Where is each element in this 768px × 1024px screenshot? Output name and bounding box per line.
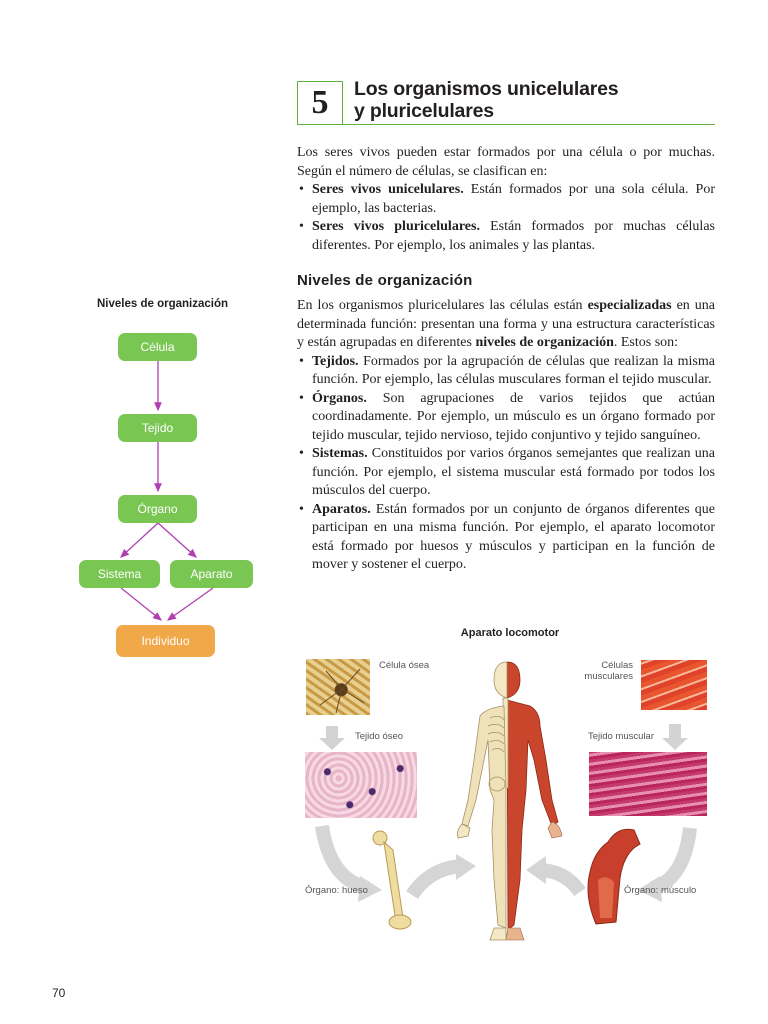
label-celula-osea: Célula ósea xyxy=(379,660,430,671)
intro-paragraph: Los seres vivos pueden estar formados por una célula o por muchas. Según el número de células, se clasifican en: xyxy=(297,145,715,179)
bullet-term: Sistemas. xyxy=(312,446,368,461)
bullet-term: Seres vivos unicelulares. xyxy=(312,182,464,197)
label-organo-hueso: Órgano: hueso xyxy=(305,885,368,896)
node-sistema: Sistema xyxy=(79,560,160,588)
label-tejido-oseo: Tejido óseo xyxy=(355,731,404,742)
bullet-text: Están formados por una sola célula. Por ejemplo, las bacterias. xyxy=(312,182,716,216)
page-number: 70 xyxy=(52,986,66,1000)
levels-bold: especializadas xyxy=(587,298,672,313)
bullet-text: Son agrupaciones de varios tejidos que actúan coordinadamente. Por ejemplo, un músculo es un órgano formado por tejido muscular, tejido nervioso, tejido conjuntivo y tejido sanguíneo. xyxy=(312,390,715,443)
bullet-term: Aparatos. xyxy=(312,501,371,517)
levels-text: en una determinada función: presentan una forma y una estructura características y están agrupadas en diferentes xyxy=(297,298,715,350)
node-organo: Órgano xyxy=(118,495,197,523)
section-title-line2: y pluricelulares xyxy=(354,100,494,122)
section-title-line1: Los organismos unicelulares xyxy=(354,78,619,100)
label-tejido-muscular: Tejido muscular xyxy=(588,731,654,742)
node-individuo: Individuo xyxy=(116,625,215,657)
bullet-term: Órganos. xyxy=(312,390,367,406)
levels-bold: niveles de organización xyxy=(475,335,614,350)
node-celula: Célula xyxy=(118,333,197,361)
bullet-text: Formados por la agrupación de células que realizan la misma función. Por ejemplo, las células musculares forman el tejido muscular. xyxy=(312,353,715,387)
node-aparato: Aparato xyxy=(170,560,253,588)
bullet-term: Seres vivos pluricelulares. xyxy=(312,219,480,234)
levels-heading: Niveles de organización xyxy=(297,272,473,289)
bullet-text: Están formados por un conjunto de órganos diferentes que participan en una misma función. Por ejemplo, el aparato locomotor está formado por huesos y músculos y participan en la función de mover y sostener el cuerpo. xyxy=(312,501,715,572)
bullet-term: Tejidos. xyxy=(312,353,359,369)
section-number: 5 xyxy=(297,81,343,125)
bullet-text: Están formados por muchas células diferentes. Por ejemplo, los animales y las plantas. xyxy=(312,219,715,253)
figure-title: Aparato locomotor xyxy=(460,627,560,639)
bullet-text: Constituidos por varios órganos semejantes que realizan una función. Por ejemplo, el sistema muscular está formado por todos los músculos del cuerpo. xyxy=(312,446,715,498)
levels-text: . Estos son: xyxy=(613,335,679,350)
label-celulas-musculares: Células musculares xyxy=(584,660,633,682)
flowchart-title: Niveles de organización xyxy=(96,298,228,310)
label-organo-musculo: Órgano: músculo xyxy=(624,885,697,896)
levels-text: En los organismos pluricelulares las células están xyxy=(297,298,588,313)
node-tejido: Tejido xyxy=(118,414,197,442)
